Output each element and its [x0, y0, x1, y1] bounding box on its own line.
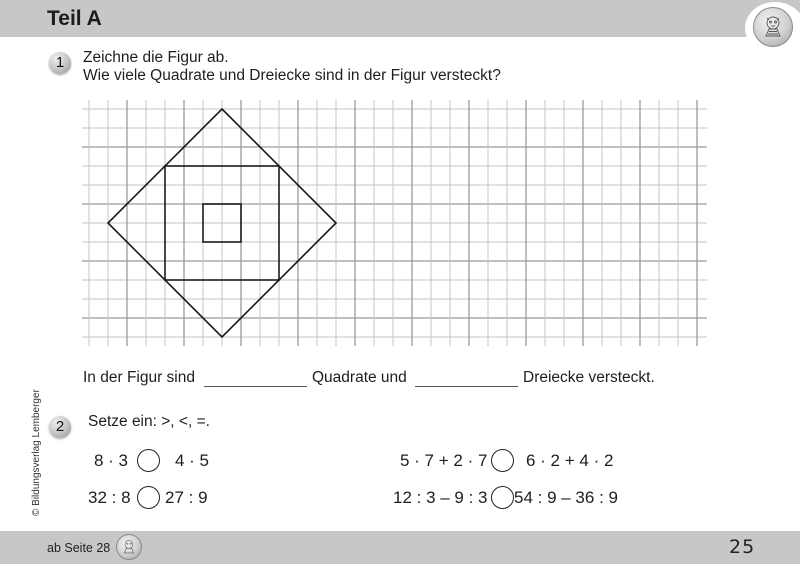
task1-instruction-line2: Wie viele Quadrate und Dreiecke sind in der Figur versteckt?	[83, 67, 501, 84]
comparison-2-right: 27 : 9	[165, 488, 208, 507]
comparison-3-right: 6 · 2 + 4 · 2	[526, 451, 614, 470]
comparison-1-right: 4 · 5	[175, 451, 210, 470]
tiger-mascot-medallion-icon	[116, 534, 142, 560]
task-number-badge-1: 1	[49, 52, 71, 74]
comparison-4-left: 12 : 3 – 9 : 3	[393, 488, 488, 507]
page-reference: ab Seite 28	[47, 541, 111, 555]
comparison-4-right: 54 : 9 – 36 : 9	[514, 488, 618, 507]
comparison-2-left: 32 : 8	[88, 488, 131, 507]
comparison-4-answer-circle[interactable]	[491, 486, 514, 509]
triangles-answer-blank[interactable]	[415, 386, 518, 387]
comparison-1-left: 8 · 3	[94, 451, 129, 470]
answer-sentence-part2: Quadrate und	[312, 369, 407, 386]
comparison-1-answer-circle[interactable]	[137, 449, 160, 472]
answer-sentence-part3: Dreiecke versteckt.	[523, 369, 655, 386]
task1-instruction-line1: Zeichne die Figur ab.	[83, 49, 229, 66]
page-number: 25	[729, 536, 756, 558]
copyright-notice: © Bildungsverlag Lemberger	[31, 389, 42, 516]
section-title: Teil A	[47, 7, 102, 30]
task-number-badge-2: 2	[49, 416, 71, 438]
answer-sentence-part1: In der Figur sind	[83, 369, 195, 386]
comparison-3-answer-circle[interactable]	[491, 449, 514, 472]
squares-answer-blank[interactable]	[204, 386, 307, 387]
task2-instruction: Setze ein: >, <, =.	[88, 413, 210, 430]
comparison-2-answer-circle[interactable]	[137, 486, 160, 509]
comparison-3-left: 5 · 7 + 2 · 7	[400, 451, 488, 470]
grid-lines	[82, 100, 707, 346]
